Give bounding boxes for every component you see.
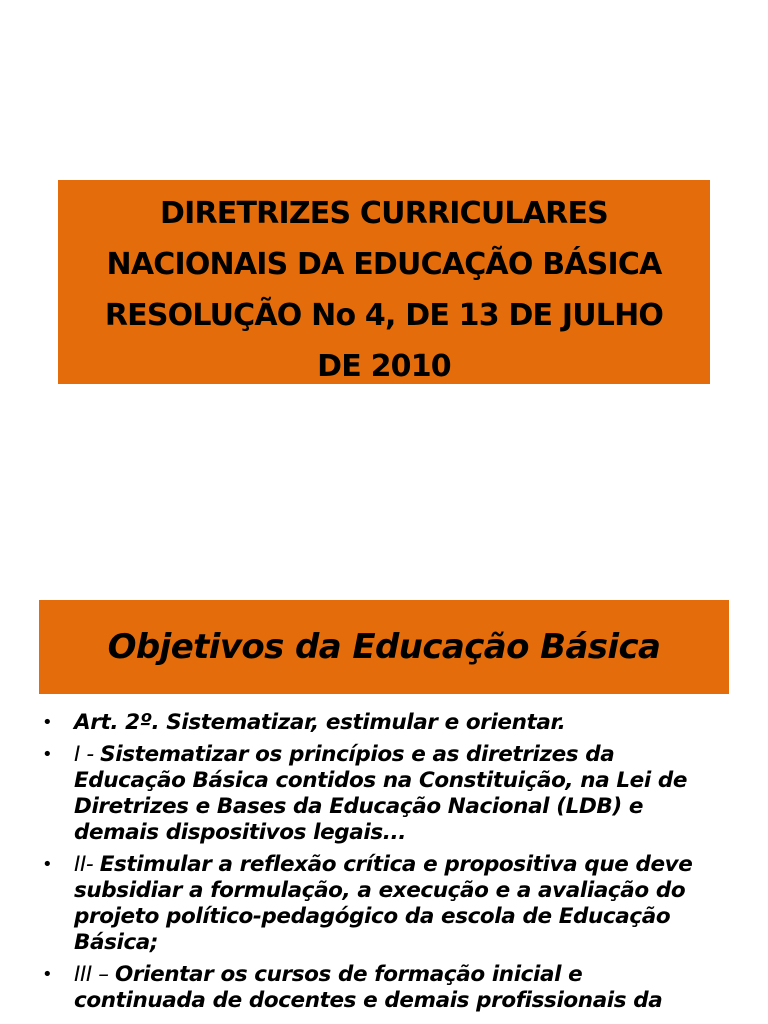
title-line-3: RESOLUÇÃO No 4, DE 13 DE JULHO bbox=[104, 298, 664, 333]
bullet-icon: • bbox=[42, 744, 53, 765]
list-item bbox=[42, 742, 742, 846]
item-prefix: III – bbox=[74, 962, 116, 987]
item-prefix: I - bbox=[74, 742, 101, 767]
item-line: Educação Básica contidos na Constituição, na Lei de bbox=[74, 768, 688, 793]
slide2-title: Objetivos da Educação Básica bbox=[107, 627, 661, 667]
list-item bbox=[42, 852, 742, 956]
item-line: subsidiar a formulação, a execução e a avaliação do bbox=[74, 878, 686, 903]
item-text: Sistematizar os princípios e as diretrizes da bbox=[100, 742, 615, 767]
item-line: demais dispositivos legais... bbox=[74, 820, 407, 845]
item-text: Orientar os cursos de formação inicial e bbox=[115, 962, 583, 987]
item-line: projeto político-pedagógico da escola de Educação bbox=[74, 904, 671, 929]
item-line bbox=[74, 742, 742, 768]
item-text: Estimular a reflexão crítica e propositiva que deve bbox=[99, 852, 693, 877]
bullet-icon: • bbox=[42, 854, 53, 875]
item-line: Básica; bbox=[74, 930, 159, 955]
bullet-icon: • bbox=[42, 964, 53, 985]
title-line-2: NACIONAIS DA EDUCAÇÃO BÁSICA bbox=[106, 247, 662, 282]
slide2-title-box bbox=[39, 600, 729, 694]
bullet-icon: • bbox=[42, 712, 53, 733]
slide1-title-box bbox=[58, 180, 710, 384]
item-line: Art. 2º. Sistematizar, estimular e orientar. bbox=[74, 710, 566, 735]
objectives-list bbox=[42, 710, 742, 1020]
item-line bbox=[74, 962, 742, 988]
list-item bbox=[42, 962, 742, 1014]
item-line bbox=[74, 852, 742, 878]
item-prefix: II- bbox=[74, 852, 100, 877]
item-line: Diretrizes e Bases da Educação Nacional (LDB) e bbox=[74, 794, 644, 819]
list-item bbox=[42, 710, 742, 736]
title-line-1: DIRETRIZES CURRICULARES bbox=[160, 196, 608, 231]
title-line-4: DE 2010 bbox=[317, 349, 451, 384]
item-line: continuada de docentes e demais profissionais da bbox=[74, 988, 663, 1013]
